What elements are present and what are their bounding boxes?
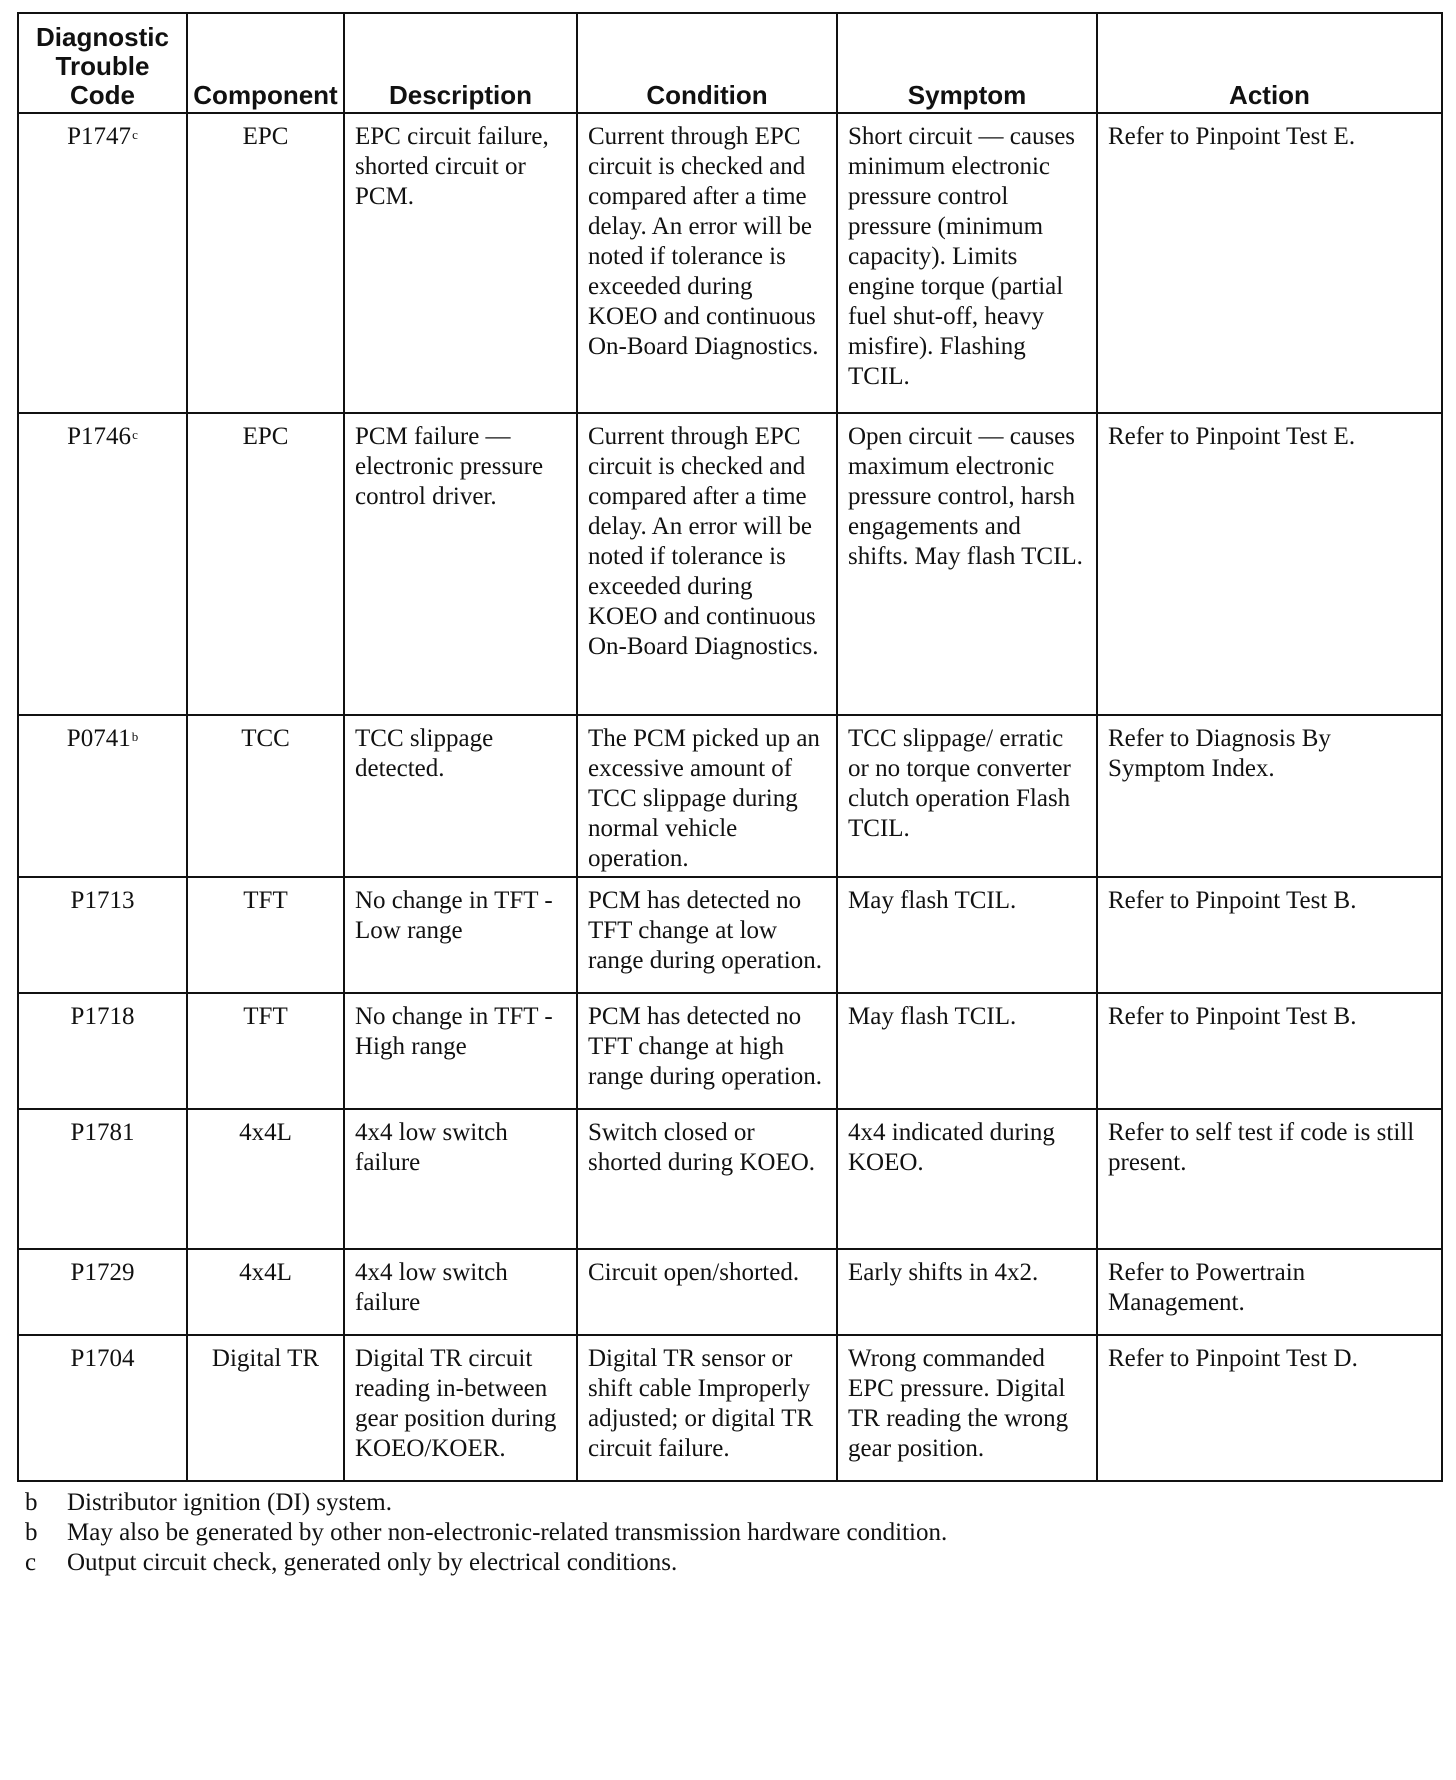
symptom-cell: May flash TCIL. bbox=[837, 877, 1097, 993]
condition-cell: Current through EPC circuit is checked and compared after a time delay. An error will be noted if tolerance is exceeded during KOEO and continuous On-Board Diagnostics. bbox=[577, 113, 837, 413]
header-row bbox=[18, 13, 1442, 113]
dtc-code: P1746 bbox=[67, 423, 132, 450]
dtc-code-cell bbox=[18, 1109, 187, 1249]
header-code bbox=[18, 13, 187, 113]
action-cell: Refer to Pinpoint Test E. bbox=[1097, 413, 1442, 715]
component-cell: 4x4L bbox=[187, 1249, 344, 1335]
dtc-code: P1747 bbox=[67, 123, 132, 150]
footnote bbox=[17, 1488, 1441, 1518]
footnote-ref: b bbox=[131, 729, 139, 744]
header-description: Description bbox=[344, 13, 577, 113]
header-code-line: Diagnostic bbox=[36, 22, 169, 52]
symptom-cell: Early shifts in 4x2. bbox=[837, 1249, 1097, 1335]
dtc-code-cell bbox=[18, 413, 187, 715]
action-cell: Refer to Pinpoint Test B. bbox=[1097, 993, 1442, 1109]
action-cell: Refer to Pinpoint Test E. bbox=[1097, 113, 1442, 413]
dtc-code-cell bbox=[18, 877, 187, 993]
document-page bbox=[17, 12, 1441, 1578]
dtc-code-cell bbox=[18, 113, 187, 413]
condition-cell: Switch closed or shorted during KOEO. bbox=[577, 1109, 837, 1249]
action-cell: Refer to self test if code is still present. bbox=[1097, 1109, 1442, 1249]
component-cell: 4x4L bbox=[187, 1109, 344, 1249]
table-body bbox=[18, 113, 1442, 1481]
condition-cell: The PCM picked up an excessive amount of TCC slippage during normal vehicle operation. bbox=[577, 715, 837, 877]
component-cell: TFT bbox=[187, 877, 344, 993]
table-row bbox=[18, 993, 1442, 1109]
footnote-text: Distributor ignition (DI) system. bbox=[67, 1489, 392, 1516]
component-cell: TFT bbox=[187, 993, 344, 1109]
header-symptom: Symptom bbox=[837, 13, 1097, 113]
header-component: Component bbox=[187, 13, 344, 113]
symptom-cell: Wrong commanded EPC pressure. Digital TR reading the wrong gear position. bbox=[837, 1335, 1097, 1481]
component-cell: Digital TR bbox=[187, 1335, 344, 1481]
symptom-cell: TCC slippage/ erratic or no torque converter clutch operation Flash TCIL. bbox=[837, 715, 1097, 877]
dtc-code-cell bbox=[18, 1249, 187, 1335]
header-code-line: Code bbox=[70, 80, 135, 110]
symptom-cell: Open circuit — causes maximum electronic pressure control, harsh engagements and shifts. May flash TCIL. bbox=[837, 413, 1097, 715]
footnote-ref: c bbox=[132, 427, 138, 442]
dtc-code: P1781 bbox=[70, 1119, 135, 1146]
table-row bbox=[18, 1249, 1442, 1335]
header-code-line: Trouble bbox=[55, 51, 150, 81]
action-cell: Refer to Diagnosis By Symptom Index. bbox=[1097, 715, 1442, 877]
footnotes bbox=[17, 1488, 1441, 1578]
dtc-code-cell bbox=[18, 1335, 187, 1481]
description-cell: TCC slippage detected. bbox=[344, 715, 577, 877]
table-row bbox=[18, 413, 1442, 715]
symptom-cell: 4x4 indicated during KOEO. bbox=[837, 1109, 1097, 1249]
table-row bbox=[18, 1335, 1442, 1481]
table-row bbox=[18, 1109, 1442, 1249]
footnote-mark: b bbox=[25, 1489, 38, 1516]
condition-cell: Current through EPC circuit is checked and compared after a time delay. An error will be noted if tolerance is exceeded during KOEO and continuous On-Board Diagnostics. bbox=[577, 413, 837, 715]
footnote-mark: c bbox=[25, 1549, 37, 1576]
footnote bbox=[17, 1518, 1441, 1548]
description-cell: PCM failure — electronic pressure control driver. bbox=[344, 413, 577, 715]
dtc-code: P1718 bbox=[70, 1003, 135, 1030]
dtc-code-cell bbox=[18, 715, 187, 877]
symptom-cell: May flash TCIL. bbox=[837, 993, 1097, 1109]
dtc-code: P1713 bbox=[70, 887, 135, 914]
footnote-ref: c bbox=[132, 127, 138, 142]
header-action: Action bbox=[1097, 13, 1442, 113]
action-cell: Refer to Pinpoint Test D. bbox=[1097, 1335, 1442, 1481]
condition-cell: PCM has detected no TFT change at low range during operation. bbox=[577, 877, 837, 993]
dtc-code: P0741 bbox=[66, 725, 131, 752]
symptom-cell: Short circuit — causes minimum electronic pressure control pressure (minimum capacity). Limits engine torque (partial fuel shut-off, heavy misfire). Flashing TCIL. bbox=[837, 113, 1097, 413]
action-cell: Refer to Pinpoint Test B. bbox=[1097, 877, 1442, 993]
footnote bbox=[17, 1548, 1441, 1578]
description-cell: 4x4 low switch failure bbox=[344, 1109, 577, 1249]
footnote-text: May also be generated by other non-electronic-related transmission hardware condition. bbox=[67, 1519, 948, 1546]
description-cell: 4x4 low switch failure bbox=[344, 1249, 577, 1335]
footnote-text: Output circuit check, generated only by electrical conditions. bbox=[67, 1549, 678, 1576]
condition-cell: Digital TR sensor or shift cable Improperly adjusted; or digital TR circuit failure. bbox=[577, 1335, 837, 1481]
component-cell: EPC bbox=[187, 413, 344, 715]
dtc-code-cell bbox=[18, 993, 187, 1109]
description-cell: EPC circuit failure, shorted circuit or PCM. bbox=[344, 113, 577, 413]
component-cell: TCC bbox=[187, 715, 344, 877]
table-row bbox=[18, 877, 1442, 993]
dtc-code: P1704 bbox=[70, 1345, 135, 1372]
action-cell: Refer to Powertrain Management. bbox=[1097, 1249, 1442, 1335]
footnote-mark: b bbox=[25, 1519, 38, 1546]
condition-cell: Circuit open/shorted. bbox=[577, 1249, 837, 1335]
description-cell: Digital TR circuit reading in-between gear position during KOEO/KOER. bbox=[344, 1335, 577, 1481]
table-row bbox=[18, 113, 1442, 413]
header-condition: Condition bbox=[577, 13, 837, 113]
condition-cell: PCM has detected no TFT change at high range during operation. bbox=[577, 993, 837, 1109]
component-cell: EPC bbox=[187, 113, 344, 413]
dtc-table bbox=[17, 12, 1443, 1482]
description-cell: No change in TFT - High range bbox=[344, 993, 577, 1109]
dtc-code: P1729 bbox=[70, 1259, 135, 1286]
description-cell: No change in TFT - Low range bbox=[344, 877, 577, 993]
table-row bbox=[18, 715, 1442, 877]
